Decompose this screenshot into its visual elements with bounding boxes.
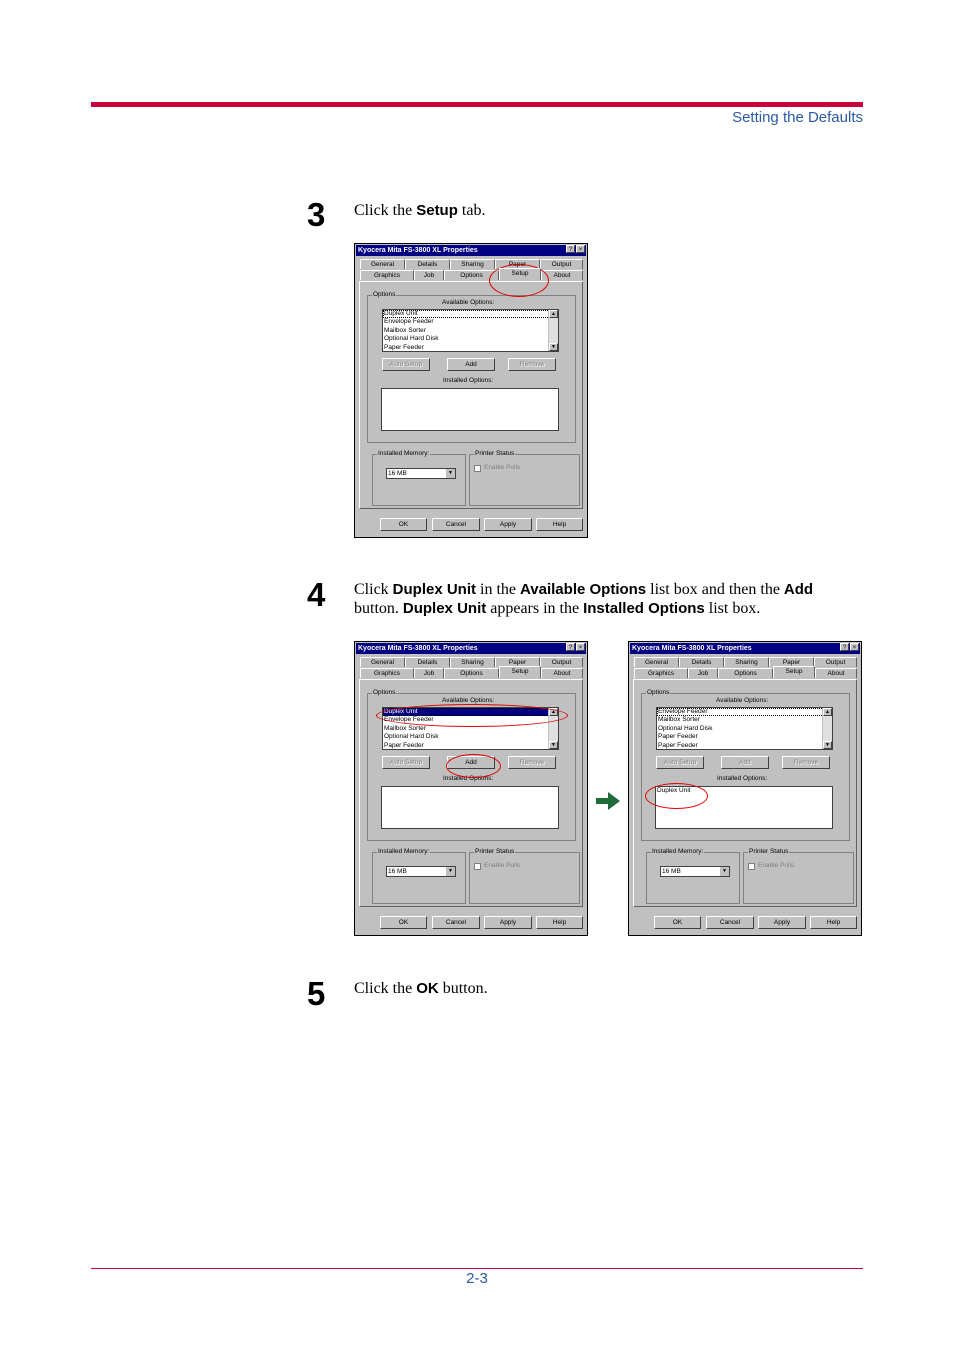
setup-panel [359,281,583,509]
available-option-item[interactable]: Envelope Feeder [384,716,434,724]
tab-label: Paper [782,659,801,666]
available-option-item[interactable]: Optional Hard Disk [658,724,713,732]
step-4-number: 4 [307,576,326,613]
footer-rule [91,1268,863,1269]
tab-label: General [370,659,395,666]
tab-label: General [370,261,395,268]
installed-options-label: Installed Options: [717,775,768,782]
button-label: Help [826,919,841,926]
tab-label: Options [734,670,757,677]
tab-setup[interactable] [499,268,541,280]
status-group-label: Printer Status [749,848,789,855]
available-option-item[interactable]: Envelope Feeder [657,708,832,716]
installed-options-label: Installed Options: [443,775,494,782]
auto-setup-button[interactable] [656,756,704,769]
available-option-item[interactable]: Mailbox Sorter [384,724,426,732]
available-option-item[interactable]: Optional Hard Disk [384,335,439,343]
close-glyph: × [578,247,583,253]
ok-button[interactable] [654,916,701,929]
add-button[interactable] [447,358,495,371]
text-run: appears in the [486,600,584,617]
tab-output[interactable] [540,259,583,269]
add-button[interactable] [721,756,769,769]
page-number: 2-3 [466,1270,488,1287]
memory-value: 16 MB [388,868,407,875]
options-group [641,689,850,841]
help-glyph: ? [842,645,847,651]
cancel-button[interactable] [432,916,480,929]
tab-label: Job [423,670,435,677]
help-glyph: ? [568,247,573,253]
scroll-down-icon[interactable]: ▼ [549,343,558,351]
available-items [383,310,558,352]
help-button[interactable] [536,518,583,531]
ok-button[interactable] [380,518,427,531]
properties-dialog [354,243,588,538]
button-label: OK [398,521,409,528]
step-4-text [354,580,869,618]
ok-button[interactable] [380,916,427,929]
remove-button[interactable] [508,756,556,769]
scroll-up-icon[interactable]: ▲ [549,708,558,716]
tab-label: Graphics [373,272,400,279]
scroll-up-icon[interactable]: ▲ [823,708,832,716]
tab-label: About [553,272,571,279]
button-label: Apply [773,919,791,926]
options-group-label: Options [373,689,396,696]
help-glyph: ? [568,645,573,651]
dialog-title: Kyocera Mita FS-3800 XL Properties [358,247,478,254]
help-button[interactable] [810,916,857,929]
tab-sharing[interactable] [450,259,495,269]
options-group [367,291,576,443]
help-icon[interactable] [566,245,575,253]
tab-setup[interactable] [773,666,815,678]
text-bold: Duplex Unit [392,581,477,598]
tab-label: Details [417,261,438,268]
dialog-titlebar [356,643,586,654]
text-bold: Add [783,581,814,598]
apply-button[interactable] [758,916,806,929]
available-options-list[interactable] [382,707,559,750]
text-bold: Duplex Unit [402,600,487,617]
button-label: Add [739,759,751,766]
tab-general[interactable] [360,259,405,269]
available-option-item[interactable]: Envelope Feeder [384,318,434,326]
tab-label: Details [417,659,438,666]
tab-label: Graphics [647,670,674,677]
add-button[interactable] [447,756,495,769]
tab-sharing[interactable] [450,657,495,667]
auto-setup-button[interactable] [382,756,430,769]
memory-select[interactable] [386,468,456,479]
tab-setup[interactable] [499,666,541,678]
printer-status-group [469,848,580,904]
available-option-item[interactable]: Optional Hard Disk [384,733,439,741]
tab-label: Job [697,670,709,677]
text-run: list box. [704,600,761,617]
dialog-title: Kyocera Mita FS-3800 XL Properties [358,645,478,652]
options-group-label: Options [647,689,670,696]
button-label: Remove [793,759,819,766]
printer-status-group [743,848,854,904]
installed-options-list[interactable] [381,786,559,829]
cancel-button[interactable] [706,916,754,929]
tab-label: Sharing [461,261,484,268]
tab-label: Options [460,272,483,279]
tab-general[interactable] [360,657,405,667]
available-option-item[interactable]: Paper Feeder [384,741,424,749]
step-3-number: 3 [307,196,326,233]
tab-options[interactable] [444,270,499,280]
available-options-label: Available Options: [716,697,769,704]
enable-polls-checkbox[interactable] [474,863,481,870]
tab-details[interactable] [405,259,450,269]
installed-options-list[interactable] [655,786,833,829]
chevron-down-icon[interactable]: ▼ [446,867,455,876]
available-options-list[interactable] [656,707,833,750]
tab-about[interactable] [541,270,583,280]
available-options-label: Available Options: [442,697,495,704]
setup-panel [633,679,857,907]
tab-label: Paper [508,261,527,268]
button-label: Add [465,759,477,766]
tab-output[interactable] [540,657,583,667]
tab-sharing[interactable] [724,657,769,667]
tab-graphics[interactable] [360,270,414,280]
available-option-item[interactable]: Paper Feeder [384,343,424,351]
tab-label: Setup [785,668,803,675]
step-5-number: 5 [307,975,326,1012]
chevron-down-icon[interactable]: ▼ [446,469,455,478]
help-icon[interactable] [566,643,575,651]
tab-options[interactable] [718,668,773,678]
chevron-down-icon[interactable]: ▼ [720,867,729,876]
enable-polls-label: Enable Polls [758,862,795,869]
scroll-down-icon[interactable]: ▼ [549,741,558,749]
tab-graphics[interactable] [360,668,414,678]
status-group-label: Printer Status [475,848,515,855]
memory-value: 16 MB [388,470,407,477]
list-scrollbar[interactable] [548,708,558,749]
help-button[interactable] [536,916,583,929]
installed-options-list[interactable] [381,388,559,431]
button-label: Add [465,361,477,368]
tab-label: Output [825,659,846,666]
close-icon[interactable] [576,643,585,651]
button-label: OK [672,919,683,926]
tab-general[interactable] [634,657,679,667]
text-run: Click [354,581,393,598]
tab-details[interactable] [679,657,724,667]
button-label: Remove [519,759,545,766]
step-3-text [354,201,869,220]
tab-label: Output [551,261,572,268]
button-label: Cancel [445,919,467,926]
apply-button[interactable] [484,916,532,929]
tab-output[interactable] [814,657,857,667]
button-label: Remove [519,361,545,368]
text-bold: OK [416,980,439,997]
tab-label: About [553,670,571,677]
button-label: Apply [499,919,517,926]
available-option-item[interactable]: Paper Feeder [658,741,698,749]
tab-job[interactable] [688,668,718,678]
available-items [657,708,832,750]
text-bold: Setup [416,202,458,219]
tab-label: Sharing [461,659,484,666]
apply-button[interactable] [484,518,532,531]
tab-label: Details [691,659,712,666]
text-bold: Available Options [520,581,647,598]
tab-label: About [827,670,845,677]
text-run: in the [476,581,521,598]
arrow-right-icon [596,791,621,811]
tab-label: Setup [511,270,529,277]
tab-about[interactable] [541,668,583,678]
text-run: Click the [354,202,417,219]
button-label: Cancel [445,521,467,528]
auto-setup-button[interactable] [382,358,430,371]
tab-job[interactable] [414,270,444,280]
scroll-up-icon[interactable]: ▲ [549,310,558,318]
available-option-item[interactable]: Mailbox Sorter [384,326,426,334]
properties-dialog [354,641,588,936]
memory-select[interactable] [660,866,730,877]
setup-panel [359,679,583,907]
close-icon[interactable] [850,643,859,651]
help-icon[interactable] [840,643,849,651]
dialog-titlebar [630,643,860,654]
cancel-button[interactable] [432,518,480,531]
tab-details[interactable] [405,657,450,667]
tab-label: General [644,659,669,666]
memory-group-label: Installed Memory: [378,450,430,457]
button-label: Auto Setup [663,759,697,766]
available-option-item[interactable]: Duplex Unit [383,708,558,716]
remove-button[interactable] [782,756,830,769]
button-label: Apply [499,521,517,528]
button-label: Help [552,919,567,926]
tab-job[interactable] [414,668,444,678]
tab-label: Paper [508,659,527,666]
tab-label: Job [423,272,435,279]
tab-label: Setup [511,668,529,675]
close-glyph: × [578,645,583,651]
properties-dialog [628,641,862,936]
text-run: button. [438,980,488,997]
tab-label: Graphics [373,670,400,677]
available-option-item[interactable]: Duplex Unit [383,310,558,318]
memory-group-label: Installed Memory: [378,848,430,855]
tab-label: Sharing [735,659,758,666]
tab-options[interactable] [444,668,499,678]
enable-polls-checkbox[interactable] [748,863,755,870]
enable-polls-label: Enable Polls [484,464,521,471]
enable-polls-label: Enable Polls [484,862,521,869]
status-group-label: Printer Status [475,450,515,457]
installed-items [656,787,832,795]
text-run: button. [354,600,403,617]
header-rule [91,102,863,107]
button-label: Help [552,521,567,528]
close-glyph: × [852,645,857,651]
printer-status-group [469,450,580,506]
options-group-label: Options [373,291,396,298]
enable-polls-checkbox[interactable] [474,465,481,472]
button-label: Auto Setup [389,759,423,766]
memory-select[interactable] [386,866,456,877]
tab-about[interactable] [815,668,857,678]
tab-label: Output [551,659,572,666]
dialog-titlebar [356,245,586,256]
memory-value: 16 MB [662,868,681,875]
close-icon[interactable] [576,245,585,253]
installed-options-label: Installed Options: [443,377,494,384]
text-run: tab. [457,202,486,219]
installed-memory-group [372,848,466,904]
remove-button[interactable] [508,358,556,371]
text-bold: Installed Options [583,600,705,617]
installed-memory-group [646,848,740,904]
text-run: list box and then the [646,581,784,598]
button-label: Auto Setup [389,361,423,368]
tab-graphics[interactable] [634,668,688,678]
dialog-title: Kyocera Mita FS-3800 XL Properties [632,645,752,652]
available-option-item[interactable]: Paper Feeder [658,733,698,741]
installed-memory-group [372,450,466,506]
options-group [367,689,576,841]
available-option-item[interactable]: Mailbox Sorter [658,716,700,724]
scroll-down-icon[interactable]: ▼ [823,741,832,749]
button-label: OK [398,919,409,926]
available-options-label: Available Options: [442,299,495,306]
list-scrollbar[interactable] [548,310,558,351]
button-label: Cancel [719,919,741,926]
list-scrollbar[interactable] [822,708,832,749]
available-items [383,708,558,750]
installed-option-item[interactable]: Duplex Unit [657,787,691,794]
memory-group-label: Installed Memory: [652,848,704,855]
section-title: Setting the Defaults [732,109,863,126]
tab-label: Options [460,670,483,677]
step-5-text [354,979,869,998]
text-run: Click the [354,980,417,997]
available-options-list[interactable] [382,309,559,352]
